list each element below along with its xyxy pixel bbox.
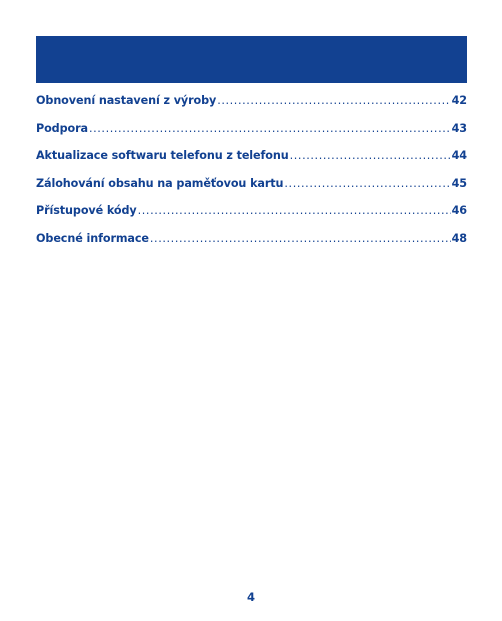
toc-entry-title: Zálohování obsahu na paměťovou kartu xyxy=(36,176,284,190)
toc-entry-page: 46 xyxy=(451,204,467,218)
toc-entry-page: 45 xyxy=(451,176,467,190)
toc-dot-leader xyxy=(217,94,450,107)
toc-entry-access-codes[interactable] xyxy=(36,204,467,232)
toc-entry-page: 44 xyxy=(451,149,467,163)
toc-entry-title: Obecné informace xyxy=(36,231,149,245)
toc-entry-title: Aktualizace softwaru telefonu z telefonu xyxy=(36,149,289,163)
toc-dot-leader xyxy=(290,149,451,162)
toc-entry-backup-memory-card[interactable] xyxy=(36,177,467,205)
toc-dot-leader xyxy=(150,232,451,245)
table-of-contents xyxy=(36,94,467,260)
toc-dot-leader xyxy=(138,204,451,217)
toc-entry-title: Přístupové kódy xyxy=(36,204,137,218)
page-number: 4 xyxy=(246,590,255,604)
toc-entry-title: Podpora xyxy=(36,121,88,135)
toc-dot-leader xyxy=(284,177,450,190)
toc-entry-page: 48 xyxy=(451,231,467,245)
toc-entry-title: Obnovení nastavení z výroby xyxy=(36,94,217,107)
header-band xyxy=(36,36,467,83)
toc-entry-page: 43 xyxy=(451,121,467,135)
toc-entry-support[interactable] xyxy=(36,122,467,150)
toc-entry-software-update[interactable] xyxy=(36,149,467,177)
toc-dot-leader xyxy=(89,122,451,135)
toc-entry-general-info[interactable] xyxy=(36,232,467,260)
toc-entry-page: 42 xyxy=(451,94,467,107)
toc-entry-factory-reset[interactable] xyxy=(36,94,467,122)
